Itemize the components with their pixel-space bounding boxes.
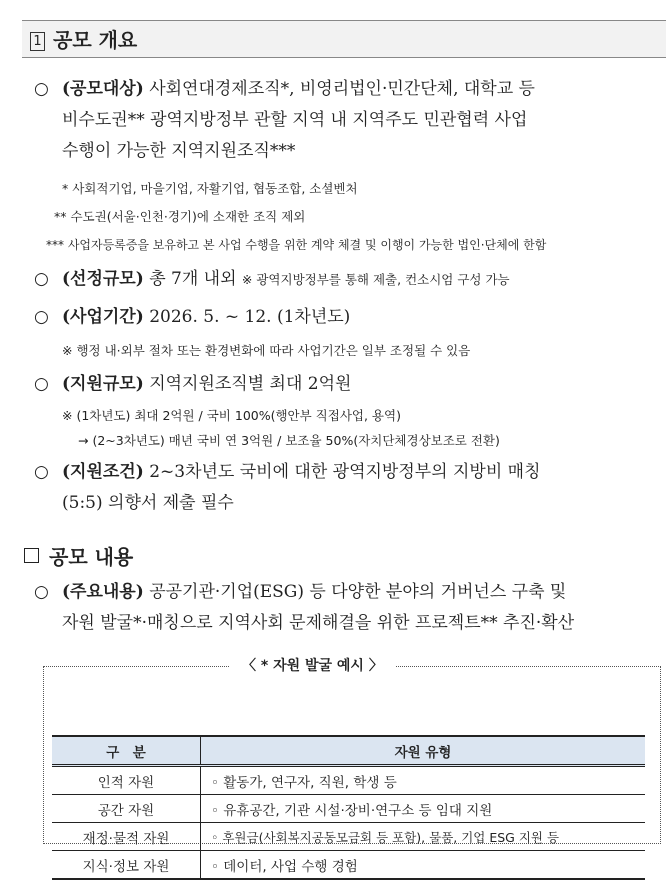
circle-bullet-icon: ○ — [34, 269, 49, 289]
header-resource-type: 자원 유형 — [201, 736, 646, 766]
circle-bullet-icon: ○ — [34, 462, 49, 482]
cell-resource-type: ◦ 후원금(사회복지공동모금회 등 포함), 물품, 기업 ESG 지원 등 — [201, 823, 646, 851]
bullet-label: (사업기간) — [62, 307, 144, 327]
bullet-label: (주요내용) — [62, 582, 144, 602]
cell-resource-type: ◦ 데이터, 사업 수행 경험 — [201, 851, 646, 880]
bullet-line: 수행이 가능한 지역지원조직*** — [62, 141, 296, 161]
footnote-2: ** 수도권(서울·인천·경기)에 소재한 조직 제외 — [54, 209, 306, 224]
bullet-line: 자원 발굴*·매칭으로 지역사회 문제해결을 위한 프로젝트** 추진·확산 — [62, 613, 575, 633]
bullet-label: (지원규모) — [62, 374, 144, 394]
table-header-row — [52, 736, 645, 766]
bullet-conditions — [34, 457, 541, 519]
support-note-2: → (2~3차년도) 매년 국비 연 3억원 / 보조율 50%(자치단체경상보조로 전환) — [78, 433, 500, 448]
footnote-1: * 사회적기업, 마을기업, 자활기업, 협동조합, 소셜벤처 — [62, 181, 358, 196]
bullet-label: (공모대상) — [62, 79, 144, 99]
cell-category: 재정·물적 자원 — [52, 823, 201, 851]
cell-category: 공간 자원 — [52, 795, 201, 823]
bullet-line: (5:5) 의향서 제출 필수 — [62, 493, 234, 513]
bullet-support-scale — [34, 369, 352, 400]
table-row — [52, 766, 645, 795]
table-row — [52, 823, 645, 851]
period-note: ※ 행정 내·외부 절차 또는 환경변화에 따라 사업기간은 일부 조정될 수 있음 — [62, 343, 471, 358]
square-bullet-icon — [24, 548, 39, 563]
section-title-content — [24, 541, 133, 570]
table-caption: 〈 * 자원 발굴 예시 〉 — [230, 655, 395, 675]
bullet-text: 지역지원조직별 최대 2억원 — [149, 374, 352, 394]
header-category: 구 분 — [52, 736, 201, 766]
resource-table — [52, 735, 645, 880]
bullet-text: 사회연대경제조직*, 비영리법인·민간단체, 대학교 등 — [149, 79, 535, 99]
support-note-1: ※ (1차년도) 최대 2억원 / 국비 100%(행안부 직접사업, 용역) — [62, 408, 401, 423]
bullet-selection — [34, 264, 510, 295]
bullet-main-content — [34, 577, 575, 639]
cell-category: 인적 자원 — [52, 766, 201, 795]
circle-bullet-icon: ○ — [34, 79, 49, 99]
bullet-line: 비수도권** 광역지방정부 관할 지역 내 지역주도 민관협력 사업 — [62, 110, 528, 130]
cell-resource-type: ◦ 유휴공간, 기관 시설·장비·연구소 등 임대 지원 — [201, 795, 646, 823]
footnote-3: *** 사업자등록증을 보유하고 본 사업 수행을 위한 계약 체결 및 이행이 가능한 법인·단체에 한함 — [46, 238, 547, 252]
bullet-text: 2~3차년도 국비에 대한 광역지방정부의 지방비 매칭 — [149, 462, 541, 482]
bullet-note: ※ 광역지방정부를 통해 제출, 컨소시엄 구성 가능 — [241, 272, 510, 287]
bullet-text: 공공기관·기업(ESG) 등 다양한 분야의 거버넌스 구축 및 — [149, 582, 567, 602]
section-title-text: 공모 내용 — [49, 545, 134, 569]
table-row — [52, 795, 645, 823]
bullet-period — [34, 302, 351, 333]
bullet-line — [62, 74, 660, 105]
section-title-text: 공모 개요 — [53, 28, 138, 52]
bullet-line-content — [62, 74, 535, 105]
bullet-label: (선정규모) — [62, 269, 144, 289]
table-row — [52, 851, 645, 880]
bullet-text: 2026. 5. ~ 12. (1차년도) — [149, 307, 351, 327]
bullet-text: 총 7개 내외 — [149, 269, 237, 289]
circle-bullet-icon: ○ — [34, 582, 49, 602]
cell-category: 지식·정보 자원 — [52, 851, 201, 880]
cell-resource-type: ◦ 활동가, 연구자, 직원, 학생 등 — [201, 766, 646, 795]
bullet-target — [34, 74, 660, 167]
section-number: 1 — [30, 32, 45, 51]
bullet-label: (지원조건) — [62, 462, 144, 482]
circle-bullet-icon: ○ — [34, 307, 49, 327]
circle-bullet-icon: ○ — [34, 374, 49, 394]
section-title-overview — [30, 24, 137, 53]
